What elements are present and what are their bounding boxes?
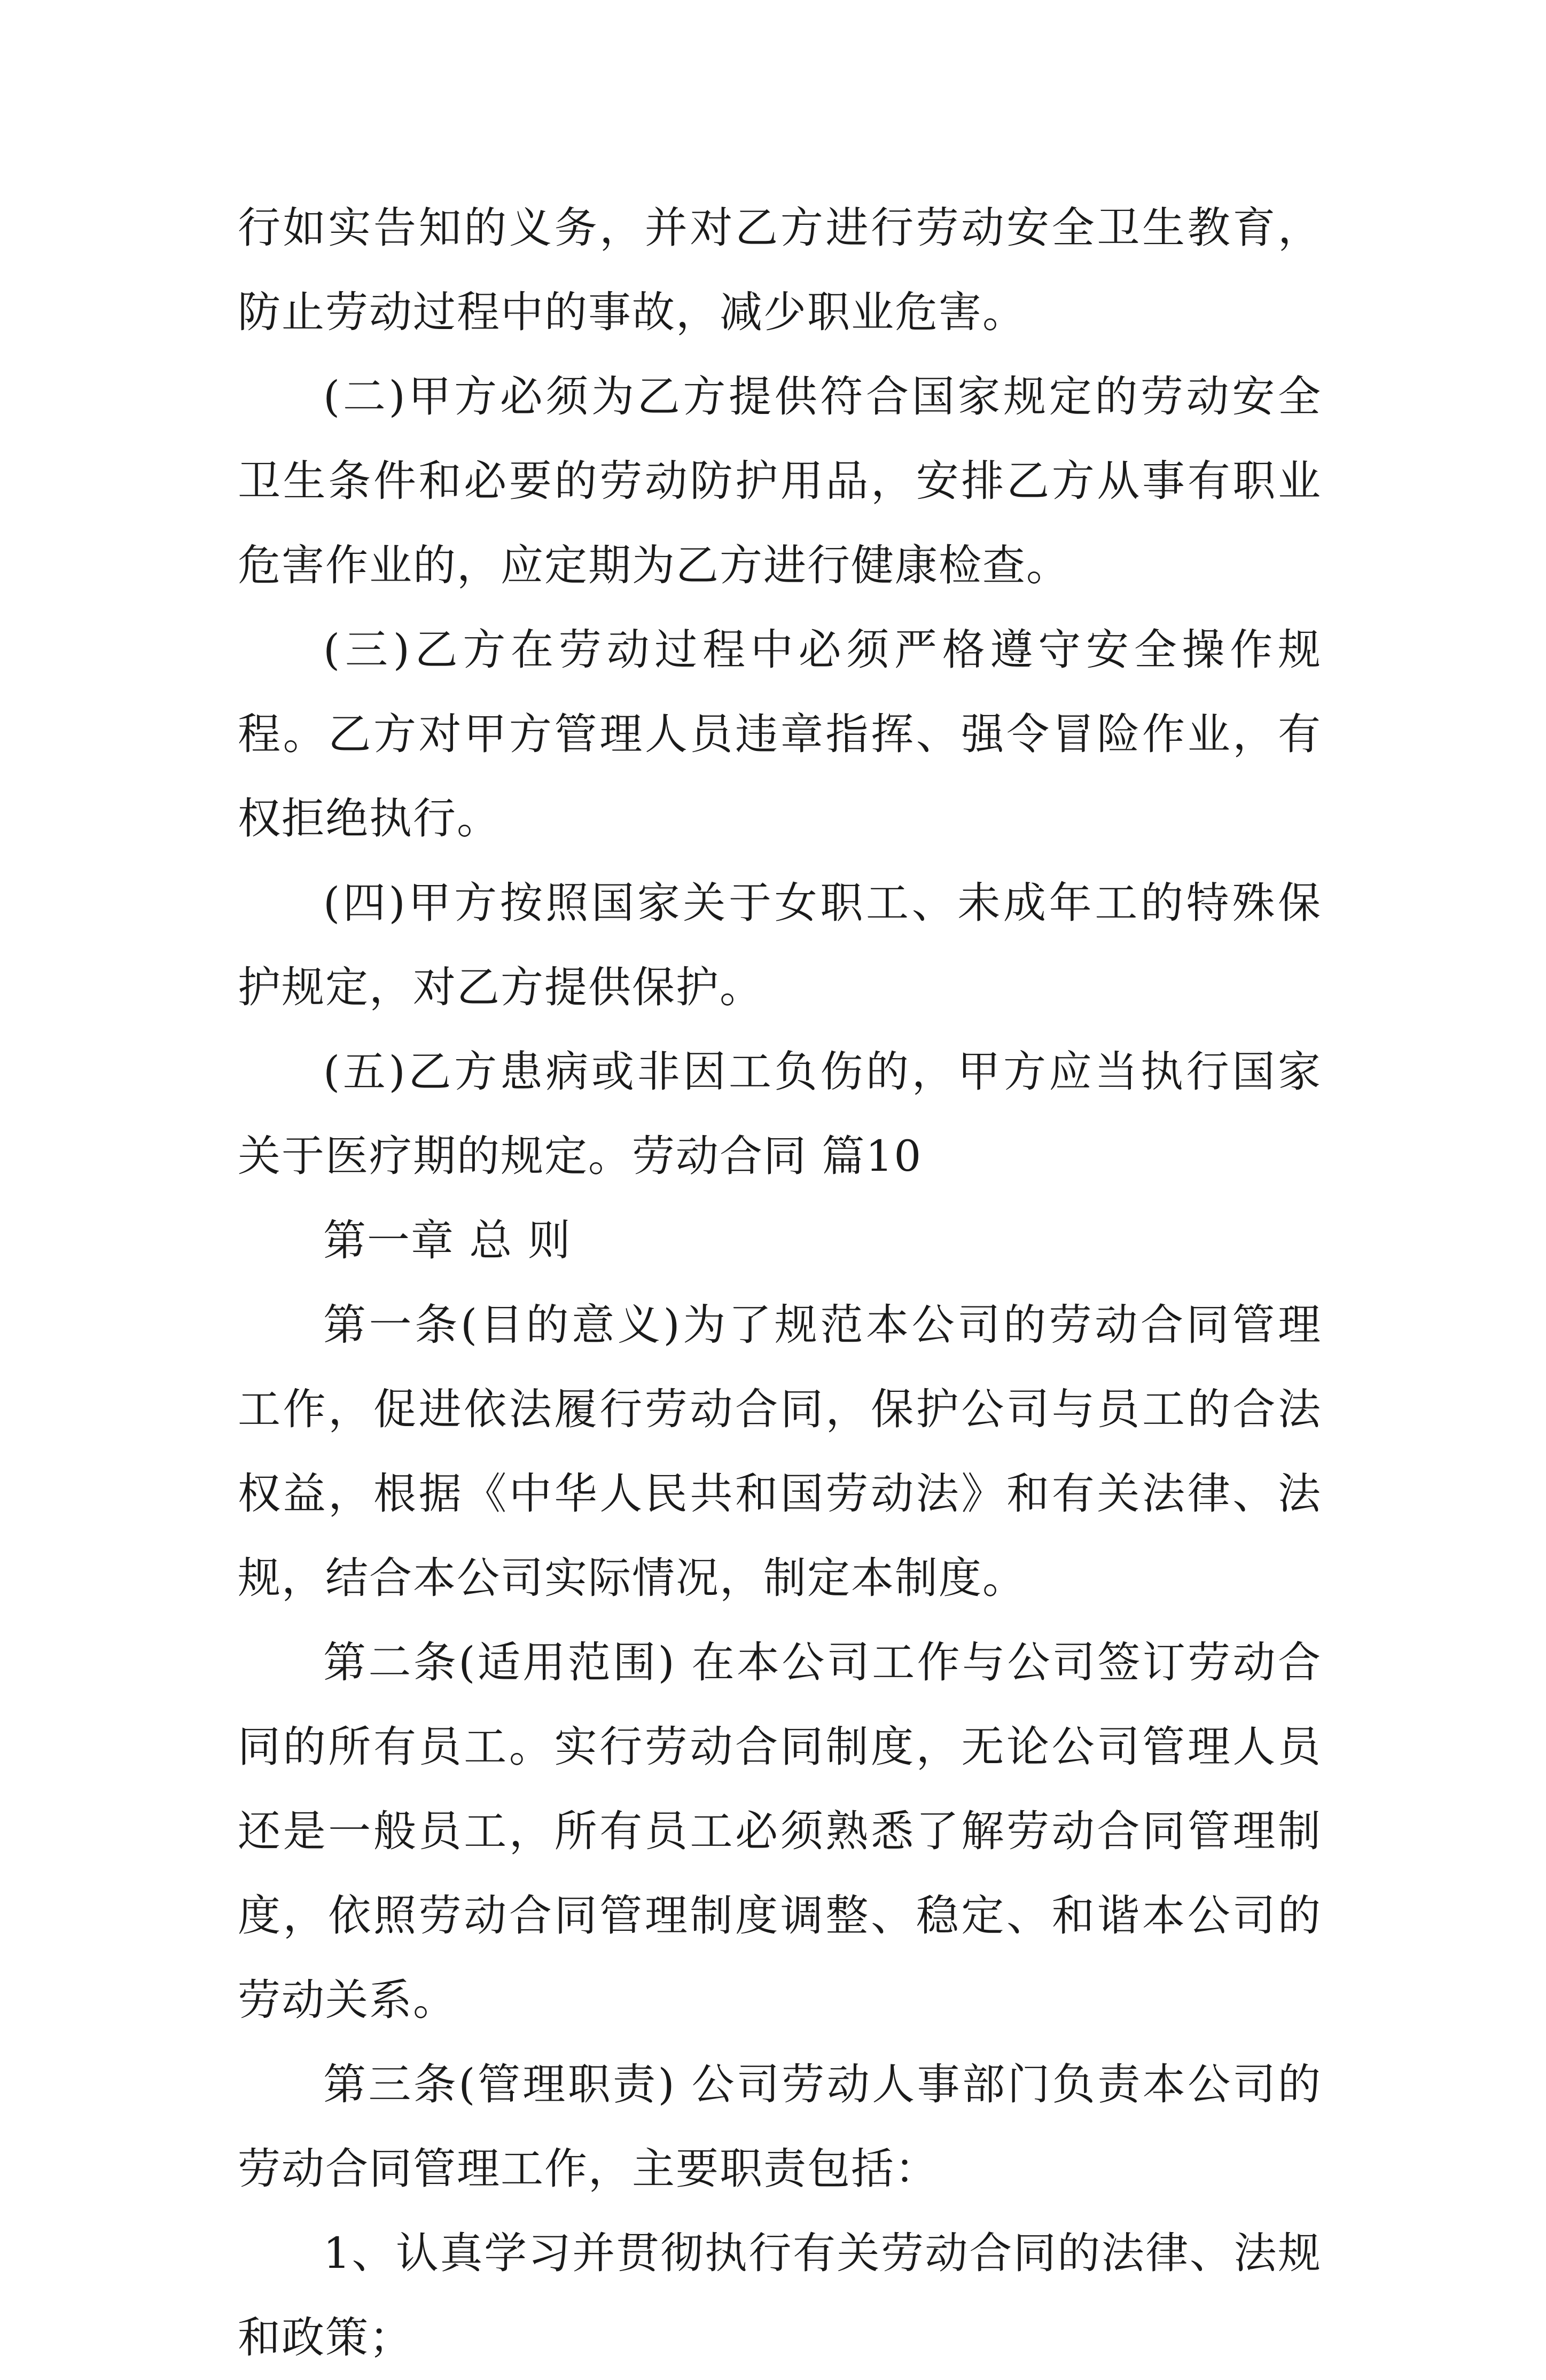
paragraph-item-3: (三)乙方在劳动过程中必须严格遵守安全操作规程。乙方对甲方管理人员违章指挥、强令冒险作业，有权拒绝执行。 [238, 625, 1322, 843]
chapter-heading: 第一章 总 则 [323, 1216, 572, 1265]
document-body [238, 186, 1322, 2380]
article-1: 第一条(目的意义)为了规范本公司的劳动合同管理工作，促进依法履行劳动合同，保护公司与员工的合法权益，根据《中华人民共和国劳动法》和有关法律、法规，结合本公司实际情况，制定本制度。 [238, 1300, 1322, 1603]
paragraph-item-5: (五)乙方患病或非因工负伤的，甲方应当执行国家关于医疗期的规定。劳动合同 篇10 [238, 1047, 1322, 1181]
list-item-1: 1、认真学习并贯彻执行有关劳动合同的法律、法规和政策； [238, 2228, 1322, 2362]
paragraph-item-2: (二)甲方必须为乙方提供符合国家规定的劳动安全卫生条件和必要的劳动防护用品，安排乙方从事有职业危害作业的，应定期为乙方进行健康检查。 [238, 372, 1322, 590]
article-2: 第二条(适用范围) 在本公司工作与公司签订劳动合同的所有员工。实行劳动合同制度，无论公司管理人员还是一般员工，所有员工必须熟悉了解劳动合同管理制度，依照劳动合同管理制度调整、稳定、和谐本公司的劳动关系。 [238, 1638, 1322, 2025]
article-3: 第三条(管理职责) 公司劳动人事部门负责本公司的劳动合同管理工作，主要职责包括： [238, 2060, 1322, 2194]
paragraph-continuation: 行如实告知的义务，并对乙方进行劳动安全卫生教育，防止劳动过程中的事故，减少职业危害。 [238, 203, 1322, 337]
paragraph-item-4: (四)甲方按照国家关于女职工、未成年工的特殊保护规定，对乙方提供保护。 [238, 878, 1322, 1012]
